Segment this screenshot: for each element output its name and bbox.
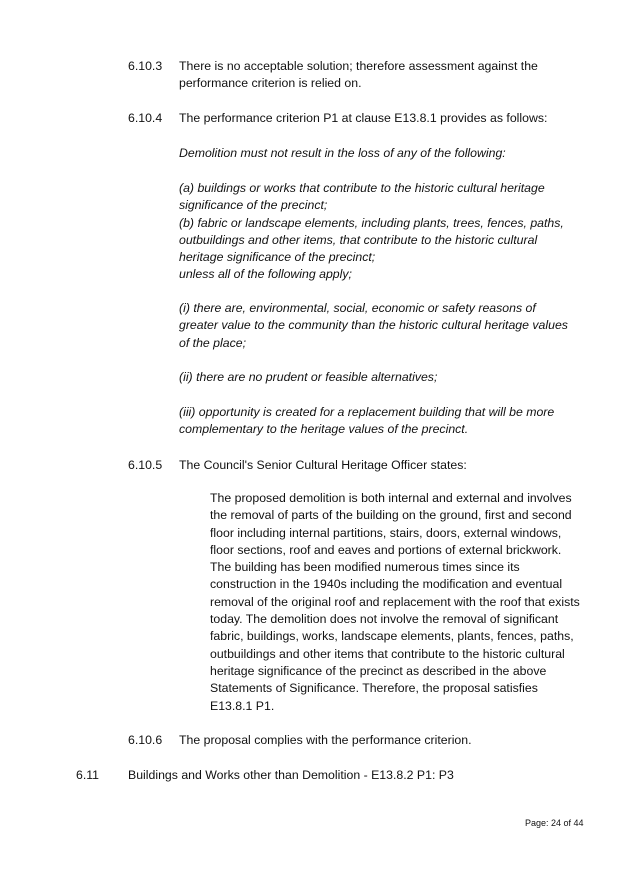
quote-line: heritage significance of the precinct; — [179, 250, 376, 265]
section-6-10-4-text: The performance criterion P1 at clause E13.8.1 provides as follows: — [179, 111, 548, 125]
section-number-6-10-4: 6.10.4 — [128, 111, 163, 125]
quote-line: The building has been modified numerous times since its — [210, 560, 520, 575]
quote-intro: Demolition must not result in the loss of any of the following: — [179, 146, 506, 160]
quote-line: removal of the original roof and replacement with the roof that exists — [210, 594, 580, 609]
text-line: There is no acceptable solution; therefore assessment against the — [179, 59, 538, 73]
quote-line: (iii) opportunity is created for a replacement building that will be more — [179, 405, 555, 419]
quote-block-iii — [179, 404, 554, 439]
quote-line: (b) fabric or landscape elements, including plants, trees, fences, paths, — [179, 215, 564, 230]
officer-quote — [210, 490, 580, 715]
quote-line: today. The demolition does not involve the removal of significant — [210, 612, 559, 627]
quote-line: greater value to the community than the historic cultural heritage values — [179, 318, 568, 333]
quote-line: outbuildings and other items, that contribute to the historic cultural — [179, 232, 538, 247]
section-6-10-5-text: The Council's Senior Cultural Heritage Officer states: — [179, 458, 467, 472]
quote-line: of the place; — [179, 335, 246, 350]
section-number-6-10-5: 6.10.5 — [128, 458, 163, 472]
section-6-11-heading: Buildings and Works other than Demolition - E13.8.2 P1: P3 — [128, 768, 454, 782]
quote-line: The proposed demolition is both internal and external and involves — [210, 491, 572, 505]
section-number-6-10-3: 6.10.3 — [128, 59, 163, 73]
quote-line: floor sections, roof and eaves and portions of external brickwork. — [210, 542, 562, 557]
section-number-6-11: 6.11 — [76, 768, 100, 782]
section-6-10-6-text: The proposal complies with the performance criterion. — [179, 733, 472, 747]
quote-line: E13.8.1 P1. — [210, 698, 275, 713]
quote-line: fabric, buildings, works, landscape elements, plants, fences, paths, — [210, 629, 574, 644]
quote-line: (a) buildings or works that contribute to the historic cultural heritage — [179, 181, 545, 195]
quote-block-a — [179, 180, 564, 284]
quote-line: (ii) there are no prudent or feasible alternatives; — [179, 370, 438, 384]
section-6-10-3-text — [179, 58, 538, 93]
quote-line: Statements of Significance. Therefore, the proposal satisfies — [210, 681, 538, 696]
quote-line: complementary to the heritage values of the precinct. — [179, 422, 469, 437]
section-number-6-10-6: 6.10.6 — [128, 733, 163, 747]
quote-line: heritage significance of the precinct as described in the above — [210, 663, 547, 678]
quote-line: construction in the 1940s including the modification and eventual — [210, 577, 563, 592]
quote-line: unless all of the following apply; — [179, 267, 352, 282]
quote-block-i — [179, 300, 568, 352]
quote-line: (i) there are, environmental, social, economic or safety reasons of — [179, 301, 536, 315]
page-number: Page: 24 of 44 — [525, 818, 584, 828]
quote-line: significance of the precinct; — [179, 198, 328, 213]
quote-block-ii — [179, 369, 437, 386]
quote-line: outbuildings and other items that contribute to the historic cultural — [210, 646, 565, 661]
text-line: performance criterion is relied on. — [179, 76, 362, 91]
quote-line: the removal of parts of the building on the ground, first and second — [210, 508, 572, 523]
quote-line: floor including internal partitions, stairs, doors, external windows, — [210, 525, 562, 540]
